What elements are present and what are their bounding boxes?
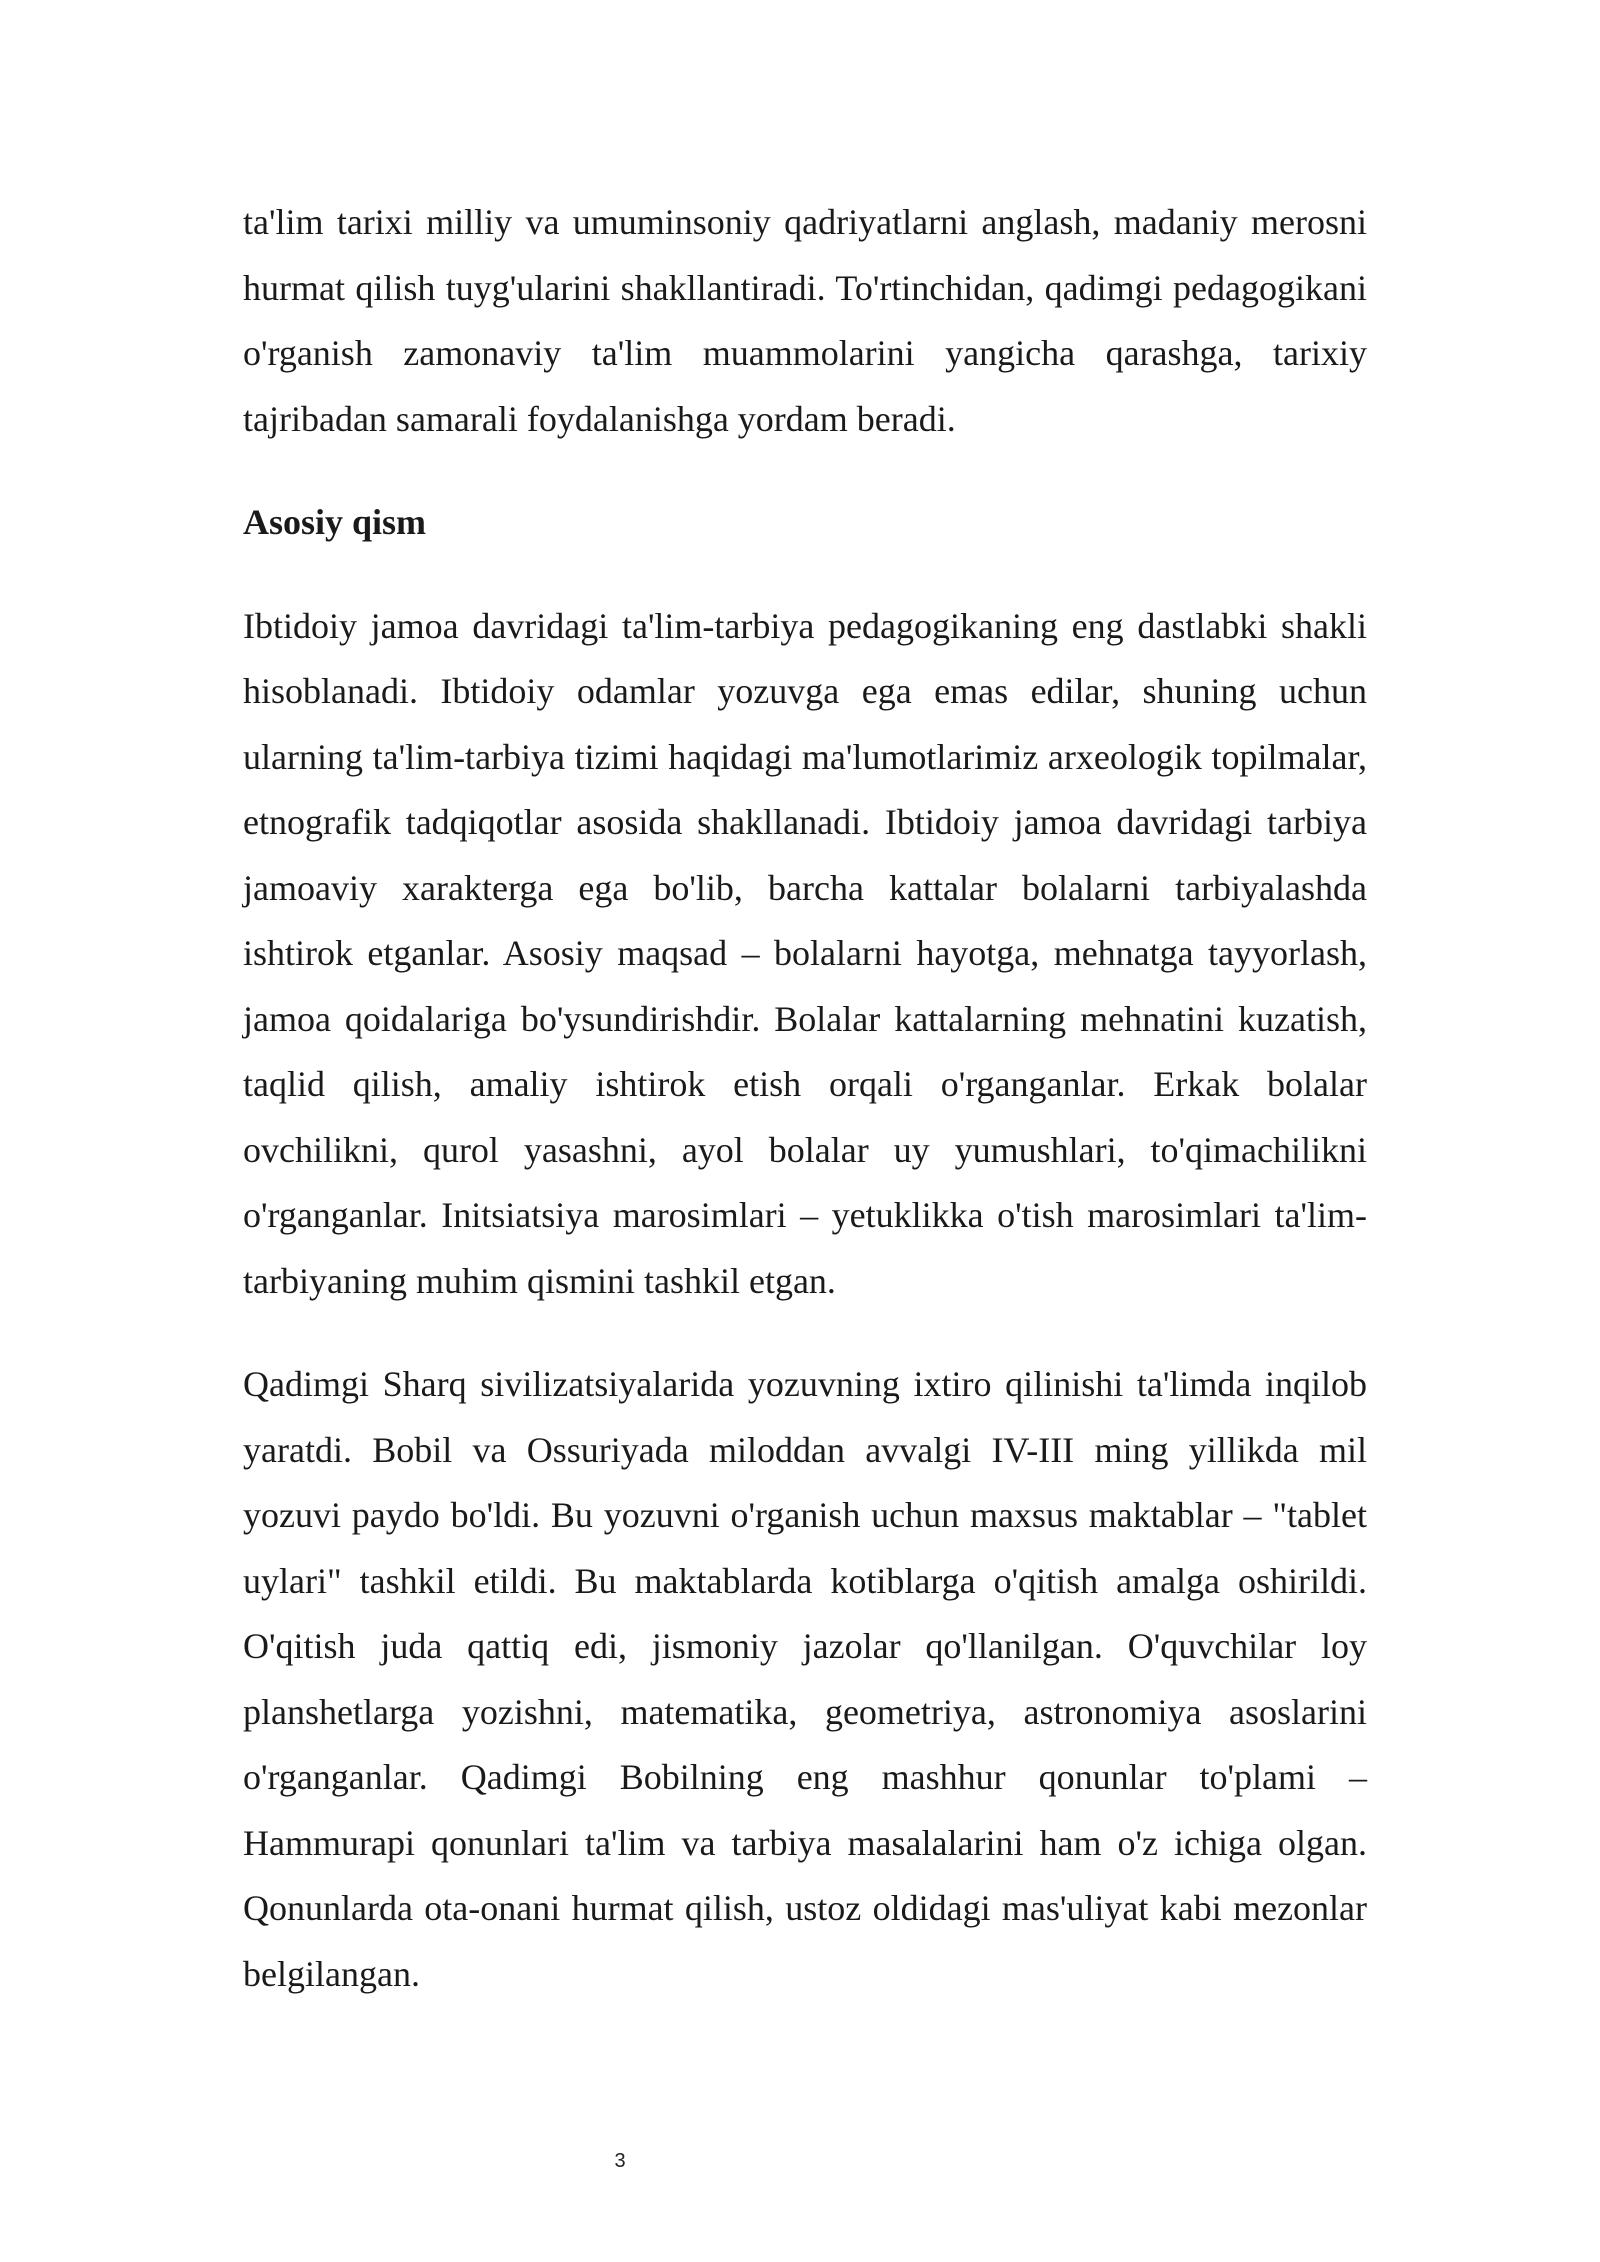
body-paragraph-primitive-education: Ibtidoiy jamoa davridagi ta'lim-tarbiya pedagogikaning eng dastlabki shakli hisoblanadi. Ibtidoiy odamlar yozuvga ega emas edilar, shuning uchun ularning ta'lim-tarbiya tizimi haqidagi ma'lumotlarimiz arxeologik topilmalar, etnografik tadqiqotlar asosida shakllanadi. Ibtidoiy jamoa davridagi tarbiya jamoaviy xarakterga ega bo'lib, barcha kattalar bolalarni tarbiyalashda ishtirok etganlar. Asosiy maqsad – bolalarni hayotga, mehnatga tayyorlash, jamoa qoidalariga bo'ysundirishdir. Bolalar kattalarning mehnatini kuzatish, taqlid qilish, amaliy ishtirok etish orqali o'rganganlar. Erkak bolalar ovchilikni, qurol yasashni, ayol bolalar uy yumushlari, to'qimachilikni o'rganganlar. Initsiatsiya marosimlari – yetuklikka o'tish marosimlari ta'lim-tarbiyaning muhim qismini tashkil etgan.: [243, 605, 1367, 1301]
section-heading: Asosiy qism: [243, 502, 427, 542]
intro-paragraph: ta'lim tarixi milliy va umuminsoniy qadriyatlarni anglash, madaniy merosni hurmat qilish tuyg'ularini shakllantiradi. To'rtinchidan, qadimgi pedagogikani o'rganish zamonaviy ta'lim muammolarini yangicha qarashga, tarixiy tajribadan samarali foydalanishga yordam beradi.: [243, 202, 1367, 439]
page-number: 3: [614, 2150, 626, 2172]
body-paragraph-ancient-east: Qadimgi Sharq sivilizatsiyalarida yozuvning ixtiro qilinishi ta'limda inqilob yaratdi. Bobil va Ossuriyada miloddan avvalgi IV-III ming yillikda mil yozuvi paydo bo'ldi. Bu yozuvni o'rganish uchun maxsus maktablar – "tablet uylari" tashkil etildi. Bu maktablarda kotiblarga o'qitish amalga oshirildi. O'qitish juda qattiq edi, jismoniy jazolar qo'llanilgan. O'quvchilar loy planshetlarga yozishni, matematika, geometriya, astronomiya asoslarini o'rganganlar. Qadimgi Bobilning eng mashhur qonunlar to'plami – Hammurapi qonunlari ta'lim va tarbiya masalalarini ham o'z ichiga olgan. Qonunlarda ota-onani hurmat qilish, ustoz oldidagi mas'uliyat kabi mezonlar belgilangan.: [243, 1364, 1367, 1994]
document-page: [243, 190, 1367, 2007]
